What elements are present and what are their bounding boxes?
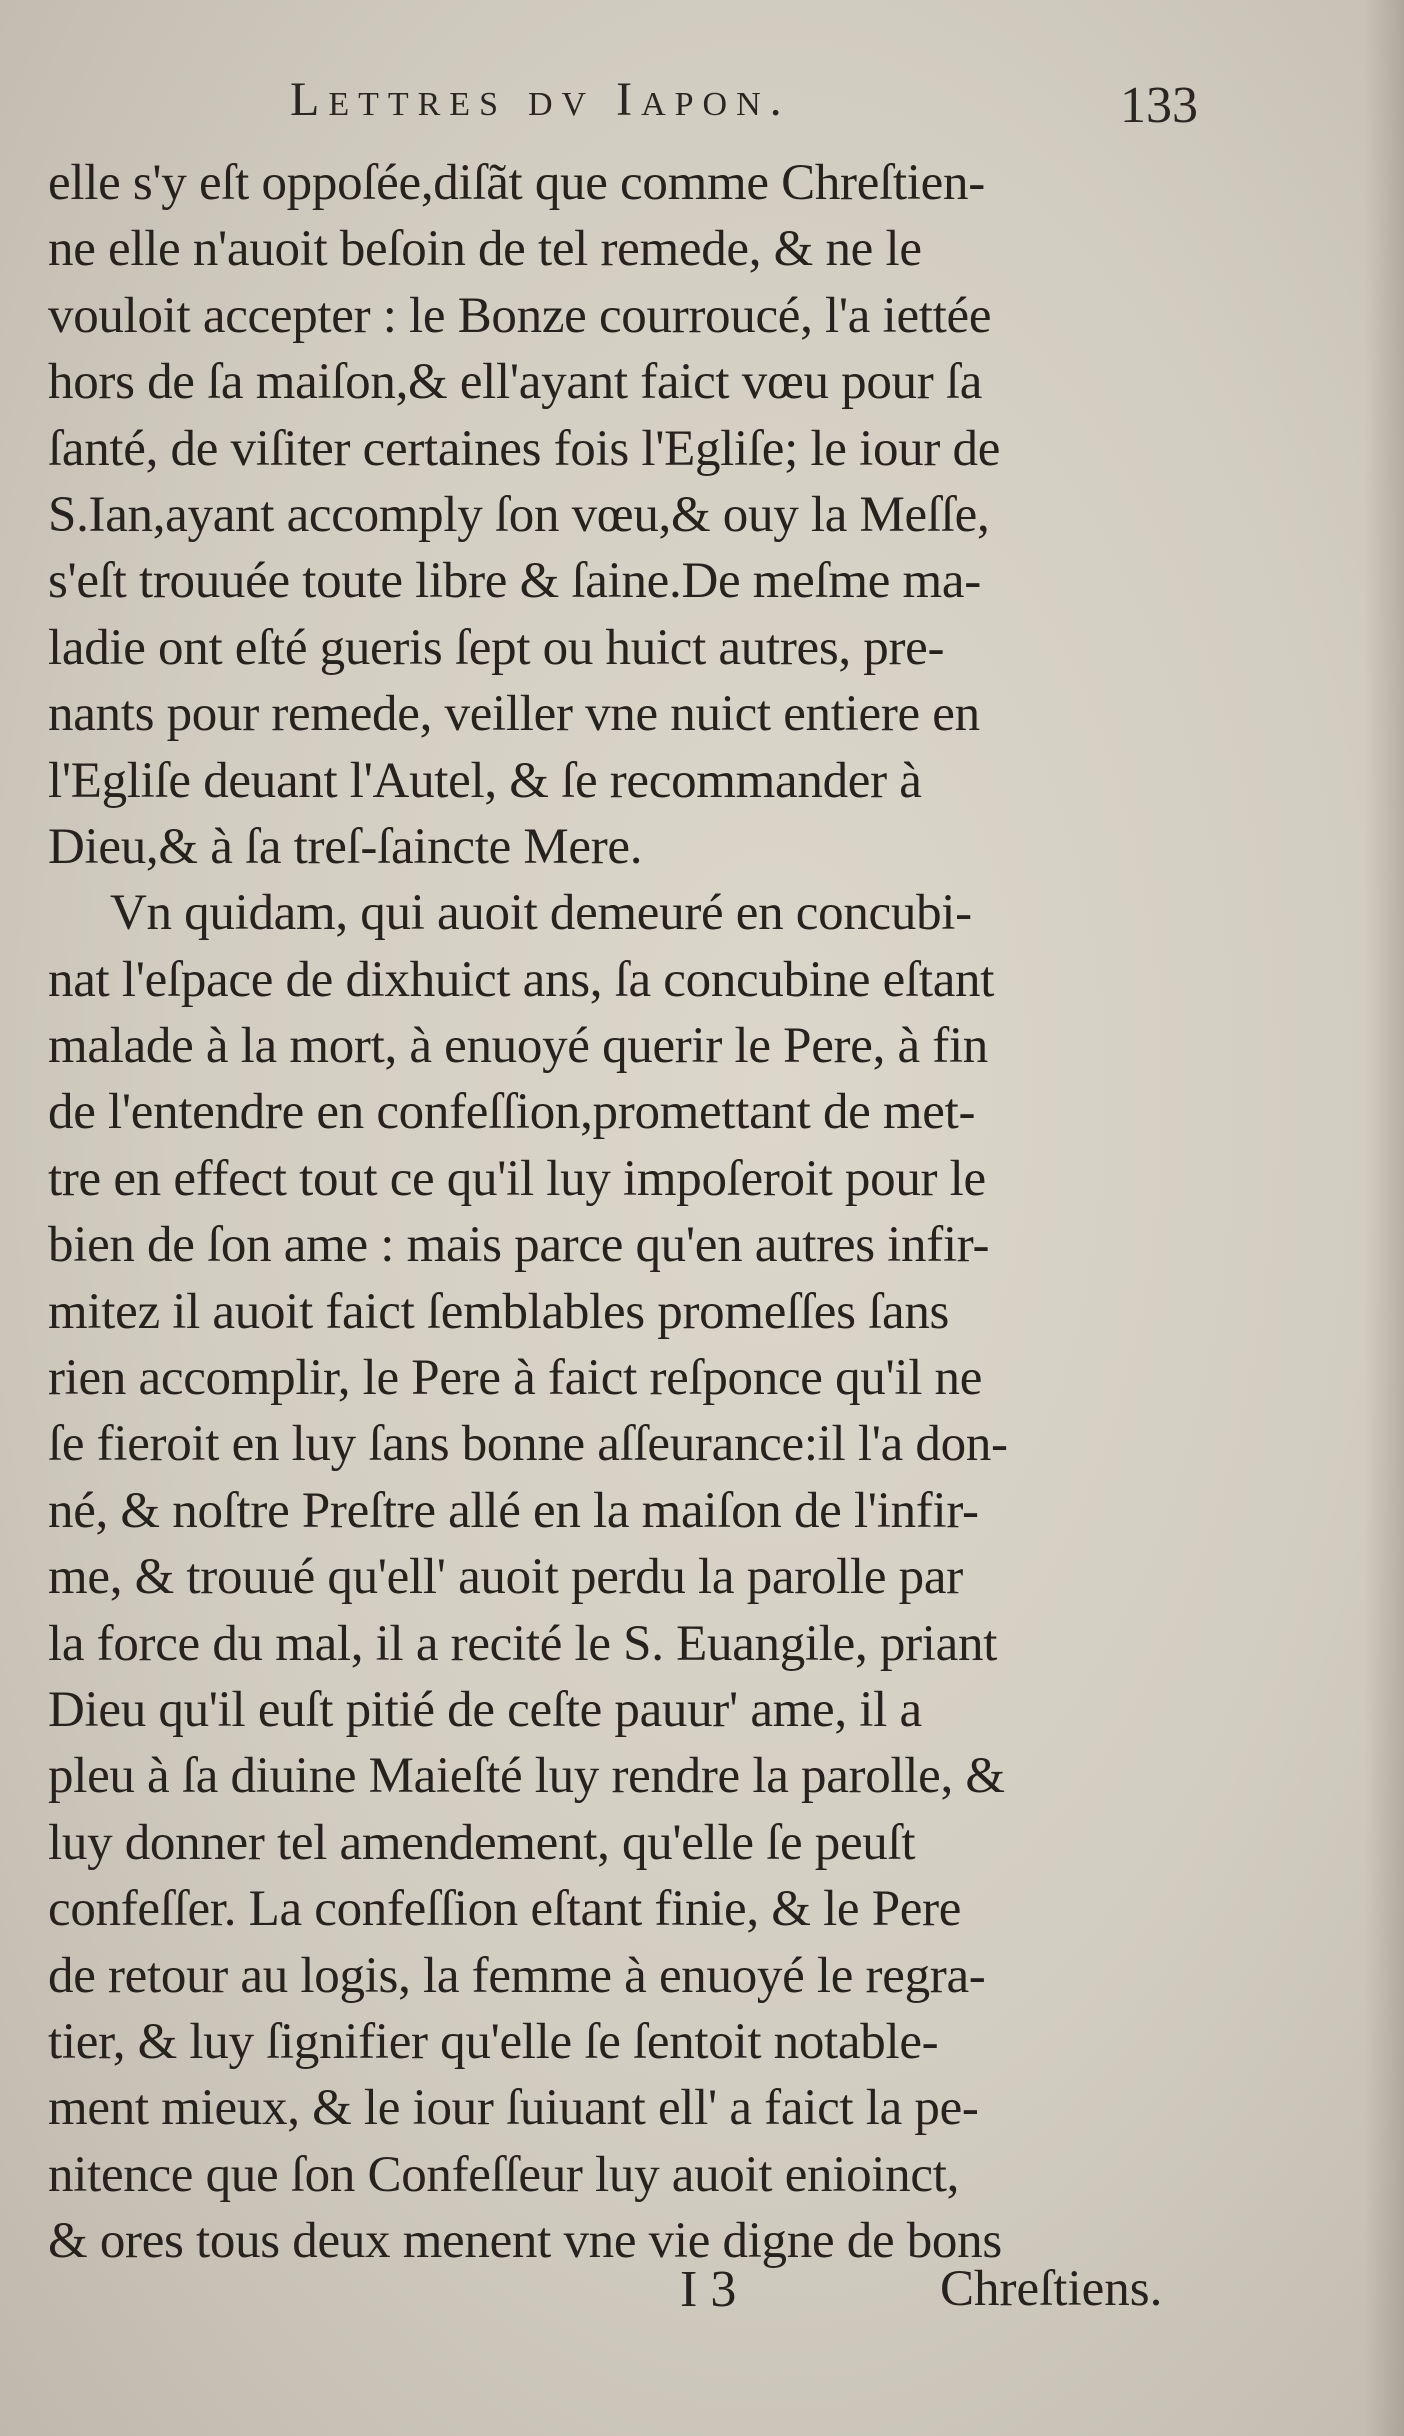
paragraph-start-line: Vn quidam, qui auoit demeuré en concubi- — [110, 885, 972, 942]
signature-mark: I 3 — [680, 2261, 737, 2318]
text-line: vouloit accepter : le Bonze courroucé, l'a iettée — [48, 287, 992, 344]
text-line: né, & noſtre Preſtre allé en la maiſon de l'infir- — [48, 1482, 979, 1539]
text-line: rien accomplir, le Pere à faict reſponce qu'il ne — [48, 1350, 983, 1407]
catchword: Chreſtiens. — [940, 2261, 1163, 2317]
text-line: s'eſt trouuée toute libre & ſaine.De meſme ma- — [48, 553, 981, 610]
text-line: hors de ſa maiſon,& ell'ayant faict vœu pour ſa — [48, 354, 983, 411]
text-line: la force du mal, il a recité le S. Euangile, priant — [48, 1615, 998, 1672]
text-line: pleu à ſa diuine Maieſté luy rendre la parolle, & — [48, 1748, 1005, 1805]
text-line: ne elle n'auoit beſoin de tel remede, & ne le — [48, 221, 922, 278]
text-line: ladie ont eſté gueris ſept ou huict autres, pre- — [48, 619, 945, 676]
text-line: mitez il auoit faict ſemblables promeſſes ſans — [48, 1283, 950, 1340]
text-line: nat l'eſpace de dixhuict ans, ſa concubine eſtant — [48, 951, 995, 1008]
text-line: luy donner tel amendement, qu'elle ſe peuſt — [48, 1814, 916, 1871]
text-line: ment mieux, & le iour ſuiuant ell' a faict la pe- — [48, 2080, 979, 2137]
page-number: 133 — [1120, 77, 1198, 134]
text-line: Dieu qu'il euſt pitié de ceſte pauur' ame, il a — [48, 1681, 922, 1738]
text-line: nitence que ſon Confeſſeur luy auoit enioinct, — [48, 2146, 960, 2203]
running-head — [0, 72, 1404, 152]
text-line: ſanté, de viſiter certaines fois l'Egliſe; le iour de — [48, 420, 1001, 477]
page-edge-shadow — [1364, 0, 1404, 2436]
text-line: confeſſer. La confeſſion eſtant finie, & le Pere — [48, 1881, 962, 1938]
text-line: elle s'y eſt oppoſée,diſãt que comme Chreſtien- — [48, 155, 985, 211]
running-title: Lettres dv Iapon. — [290, 73, 791, 126]
text-line: & ores tous deux menent vne vie digne de bons — [48, 2213, 1002, 2270]
text-line: de retour au logis, la femme à enuoyé le regra- — [48, 1947, 986, 2004]
text-line: S.Ian,ayant accomply ſon vœu,& ouy la Meſſe, — [48, 486, 990, 543]
body-text — [48, 150, 1228, 2275]
text-line: ſe fieroit en luy ſans bonne aſſeurance:il l'a don- — [48, 1416, 1008, 1473]
text-line: bien de ſon ame : mais parce qu'en autres infir- — [48, 1217, 990, 1274]
text-line: tre en effect tout ce qu'il luy impoſeroit pour le — [48, 1150, 986, 1207]
text-line: nants pour remede, veiller vne nuict entiere en — [48, 686, 980, 743]
text-line: Dieu,& à ſa treſ-ſaincte Mere. — [48, 818, 643, 875]
page-footer — [0, 2260, 1404, 2340]
text-line: l'Egliſe deuant l'Autel, & ſe recommander à — [48, 752, 922, 809]
text-line: me, & trouué qu'ell' auoit perdu la parolle par — [48, 1549, 963, 1606]
text-line: tier, & luy ſignifier qu'elle ſe ſentoit notable- — [48, 2013, 939, 2070]
text-line: malade à la mort, à enuoyé querir le Pere, à fin — [48, 1018, 989, 1075]
text-line: de l'entendre en confeſſion,promettant de met- — [48, 1084, 976, 1141]
